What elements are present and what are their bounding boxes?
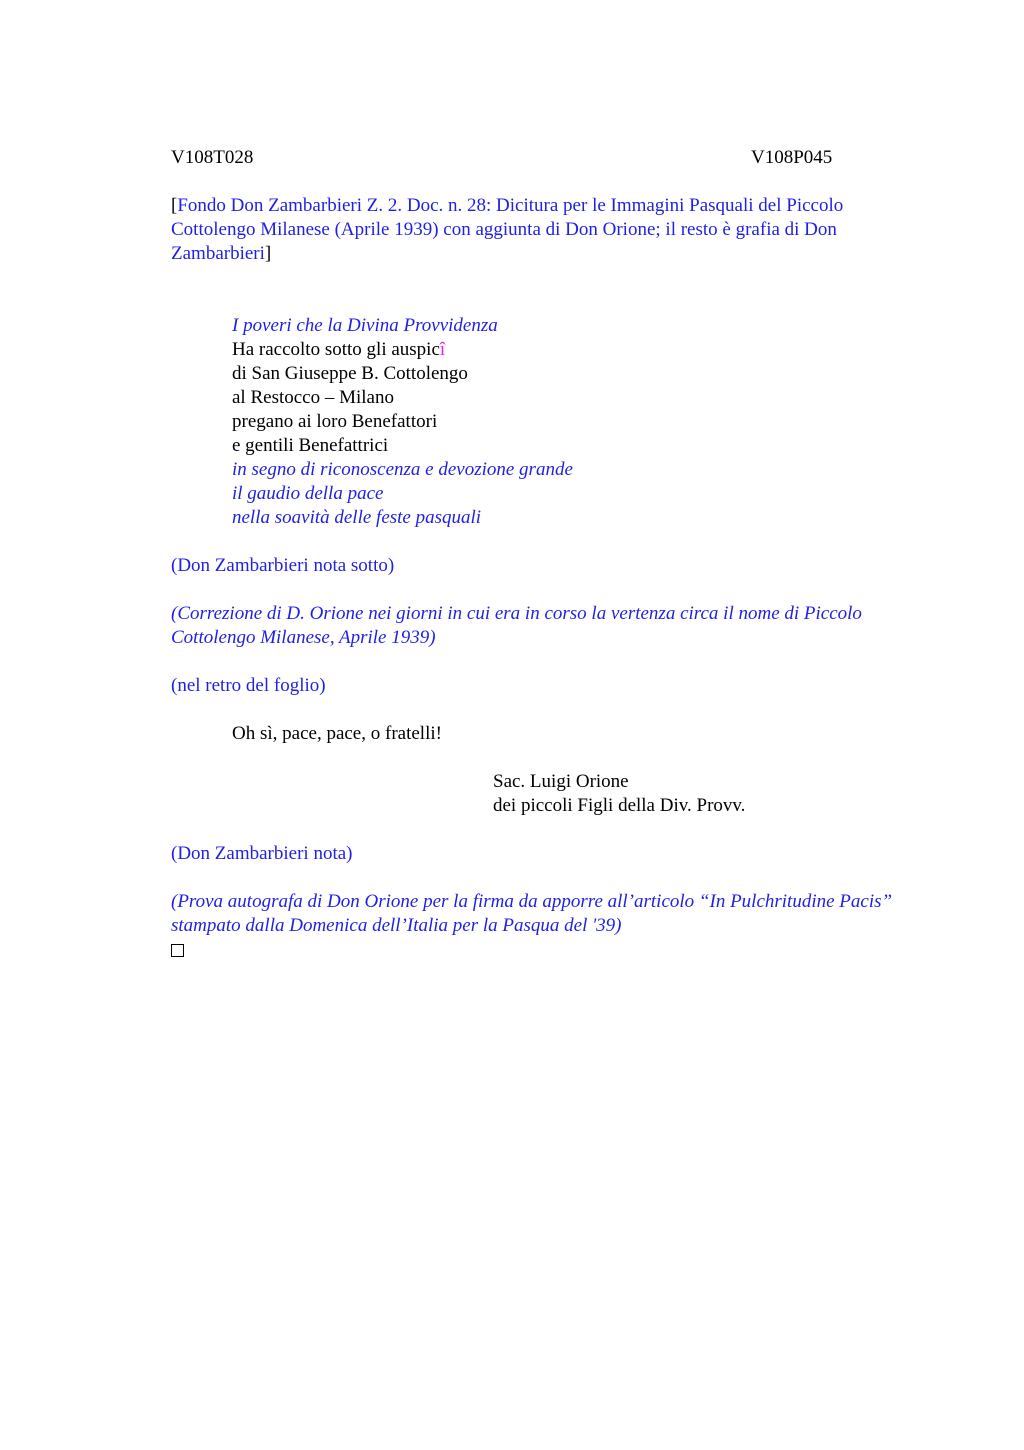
poem-line-2-mark: î xyxy=(439,339,446,360)
signature-line-2: dei piccoli Figli della Div. Provv. xyxy=(493,795,746,816)
poem-line-2 xyxy=(232,338,931,362)
signature-line-1: Sac. Luigi Orione xyxy=(493,771,629,792)
end-marker xyxy=(171,938,931,964)
correction-note: (Correzione di D. Orione nei giorni in cui era in corso la vertenza circa il nome di Piccolo Cottolengo Milanese, Aprile 1939) xyxy=(171,603,862,648)
back-of-sheet-note: (nel retro del foglio) xyxy=(171,675,326,696)
square-box-icon xyxy=(171,944,184,957)
document-page xyxy=(171,146,931,964)
poem-line-4: al Restocco – Milano xyxy=(232,387,394,408)
exclamation-line: Oh sì, pace, pace, o fratelli! xyxy=(232,723,442,744)
poem-line-9: nella soavità delle feste pasquali xyxy=(232,507,482,528)
intro-text: Fondo Don Zambarbieri Z. 2. Doc. n. 28: Dicitura per le Immagini Pasquali del Piccolo Cottolengo Milanese (Aprile 1939) con aggiunta di Don Orione; il resto è grafia di Don Zambarbieri xyxy=(171,195,844,264)
poem-line-1: I poveri che la Divina Provvidenza xyxy=(232,315,498,336)
poem-line-7: in segno di riconoscenza e devozione grande xyxy=(232,459,573,480)
document-code-left: V108T028 xyxy=(171,147,254,168)
note-zambarbieri-below: (Don Zambarbieri nota sotto) xyxy=(171,555,395,576)
proof-note: (Prova autografa di Don Orione per la firma da apporre all’articolo “In Pulchritudine Pacis” stampato dalla Domenica dell’Italia per la Pasqua del '39) xyxy=(171,891,893,936)
poem-line-5: pregano ai loro Benefattori xyxy=(232,411,438,432)
poem-line-2-text: Ha raccolto sotto gli auspic xyxy=(232,339,440,360)
signature-block xyxy=(493,770,931,818)
poem-line-3: di San Giuseppe B. Cottolengo xyxy=(232,363,468,384)
document-header xyxy=(171,146,931,170)
intro-paragraph xyxy=(171,194,931,266)
poem-block xyxy=(232,314,931,530)
poem-line-6: e gentili Benefattrici xyxy=(232,435,389,456)
note-zambarbieri: (Don Zambarbieri nota) xyxy=(171,843,353,864)
poem-line-8: il gaudio della pace xyxy=(232,483,384,504)
document-code-right: V108P045 xyxy=(751,147,833,168)
intro-open-bracket: [ xyxy=(171,195,178,216)
intro-close-bracket: ] xyxy=(264,243,272,264)
